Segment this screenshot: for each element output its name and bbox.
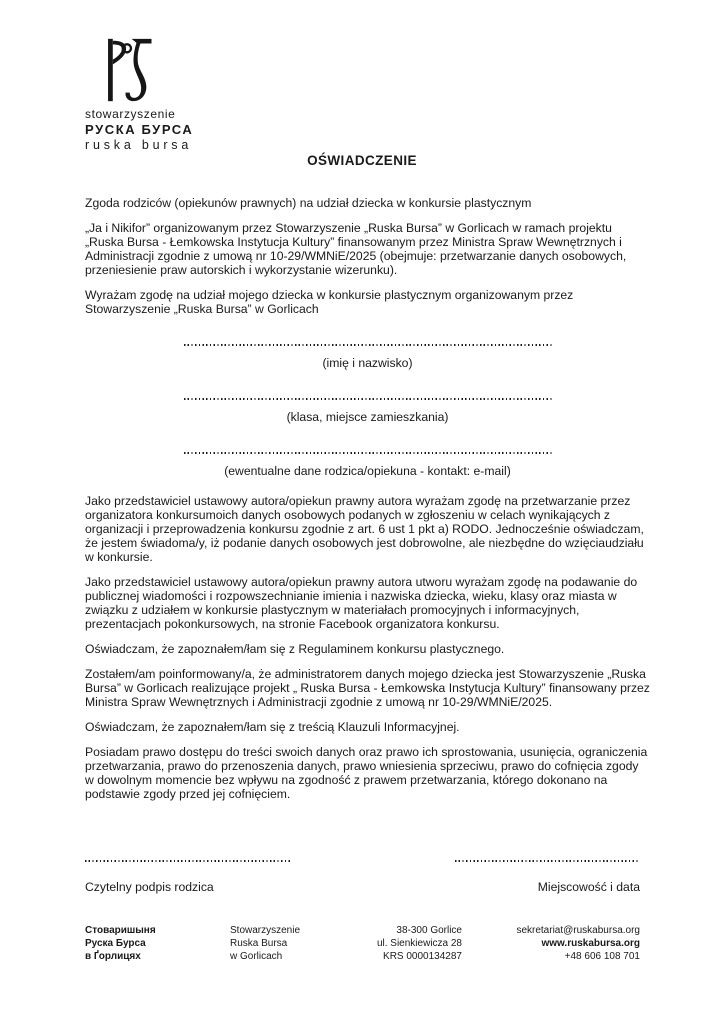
signature-section — [85, 860, 640, 894]
footer-contact — [516, 924, 640, 963]
signature-line-parent[interactable] — [85, 860, 290, 862]
footer-email: sekretariat@ruskabursa.org — [516, 925, 640, 936]
footer-org-cyrillic — [85, 924, 156, 963]
field-label-name: (imię i nazwisko) — [322, 356, 413, 370]
footer-website: www.ruskabursa.org — [541, 938, 640, 949]
footer-street: ul. Sienkiewicza 28 — [376, 938, 462, 949]
signature-label-parent: Czytelny podpis rodzica — [85, 880, 214, 894]
signature-label-place-date: Miejscowość i data — [537, 880, 640, 894]
paragraph-project: „Ja i Nikifor” organizowanym przez Stowarzyszenie „Ruska Bursa” w Gorlicach w ramach projektu „Ruska Bursa - Łemkowska Instytucja Kultury” finansowanym przez Ministra Spraw Wewnętrznych i Administracji zgodnie z umową nr 10-29/WMNiE/2025 (obejmuje: przetwarzanie danych osobowych, przeniesienie praw autorskich i wykorzystanie wizerunku). — [85, 221, 627, 277]
footer-line: w Gorlicach — [230, 951, 283, 962]
document-body — [85, 196, 650, 812]
paragraph-administrator: Zostałem/am poinformowany/a, że administratorem danych mojego dziecka jest Stowarzyszenie „Ruska Bursa” w Gorlicach realizujące projekt „ Ruska Bursa - Łemkowska Instytucja Kultury” finansowany przez Ministra Spraw Wewnętrznych i Administracji zgodnie z umową nr 10-29/WMNiE/2025. — [85, 667, 650, 709]
footer-line: Ruska Bursa — [230, 938, 288, 949]
footer-line: Stowarzyszenie — [230, 925, 301, 936]
footer-krs-number: KRS 0000134287 — [383, 951, 462, 962]
fill-in-line-class-residence[interactable] — [184, 398, 552, 400]
footer-line: Стоваришыня — [85, 925, 156, 936]
paragraph-intro: Zgoda rodziców (opiekunów prawnych) na udział dziecka w konkursie plastycznym — [85, 196, 532, 210]
paragraph-consent: Wyrażam zgodę na udział mojego dziecka w konkursie plastycznym organizowanym przez Stowarzyszenie „Ruska Bursa” w Gorlicach — [85, 288, 574, 316]
field-label-parent-contact: (ewentualne dane rodzica/opiekuna - kontakt: e-mail) — [224, 464, 511, 478]
paragraph-rights: Posiadam prawo dostępu do treści swoich danych oraz prawo ich sprostowania, usunięcia, ograniczenia przetwarzania, prawo do przenoszenia danych, prawo wniesienia sprzeciwu, prawo do cofnięcia zgody w dowolnym momencie bez wpływu na zgodność z prawem przetwarzania, którego dokonano na podstawie zgody przed jej cofnięciem. — [85, 745, 648, 801]
footer-org-polish — [230, 924, 300, 963]
fill-in-line-name[interactable] — [184, 344, 552, 346]
logo-text-ruska-bursa-cyrillic: РУСКА БУРСА — [85, 122, 194, 137]
paragraph-rodo: Jako przedstawiciel ustawowy autora/opiekun prawny autora wyrażam zgodę na przetwarzanie przez organizatora konkursumoich danych osobowych podanych w zgłoszeniu w celach wynikających z organizacji i przeprowadzenia konkursu zgodnie z art. 6 ust 1 pkt a) RODO. Jednocześnie oświadczam, że jestem świadoma/y, iż podanie danych osobowych jest dobrowolne, ale niezbędne do wzięciaudziału w konkursie. — [85, 494, 644, 564]
fill-in-line-parent-contact[interactable] — [184, 452, 552, 454]
footer-line: Руска Бурса — [85, 938, 146, 949]
paragraph-publication: Jako przedstawiciel ustawowy autora/opiekun prawny autora utworu wyrażam zgodę na podawanie do publicznej wiadomości i rozpowszechnianie imienia i nazwiska dziecka, wieku, klasy oraz miasta w związku z udziałem w konkursie plastycznym w materiałach promocyjnych i informacyjnych, prezentacjach pokonkursowych, na stronie Facebook organizatora konkursu. — [85, 575, 638, 631]
signature-block-parent — [85, 860, 290, 894]
footer-postal-city: 38-300 Gorlice — [396, 925, 462, 936]
signature-line-place-date[interactable] — [455, 860, 640, 862]
document-title: OŚWIADCZENIE — [307, 153, 417, 168]
signature-block-place-date — [455, 860, 640, 894]
paragraph-regulamin: Oświadczam, że zapoznałem/łam się z Regulaminem konkursu plastycznego. — [85, 642, 505, 656]
logo-text-ruska-bursa-latin: ruska bursa — [85, 138, 193, 152]
paragraph-klauzula: Oświadczam, że zapoznałem/łam się z treścią Klauzuli Informacyjnej. — [85, 720, 460, 734]
footer-line: в Ґорлицях — [85, 951, 141, 962]
organization-logo — [85, 36, 193, 152]
footer-address — [377, 924, 462, 963]
logo-text-stowarzyszenie: stowarzyszenie — [85, 107, 176, 121]
footer-phone: +48 606 108 701 — [564, 951, 640, 962]
ruska-bursa-monogram-icon — [97, 36, 155, 104]
field-label-class-residence: (klasa, miejsce zamieszkania) — [286, 410, 449, 424]
